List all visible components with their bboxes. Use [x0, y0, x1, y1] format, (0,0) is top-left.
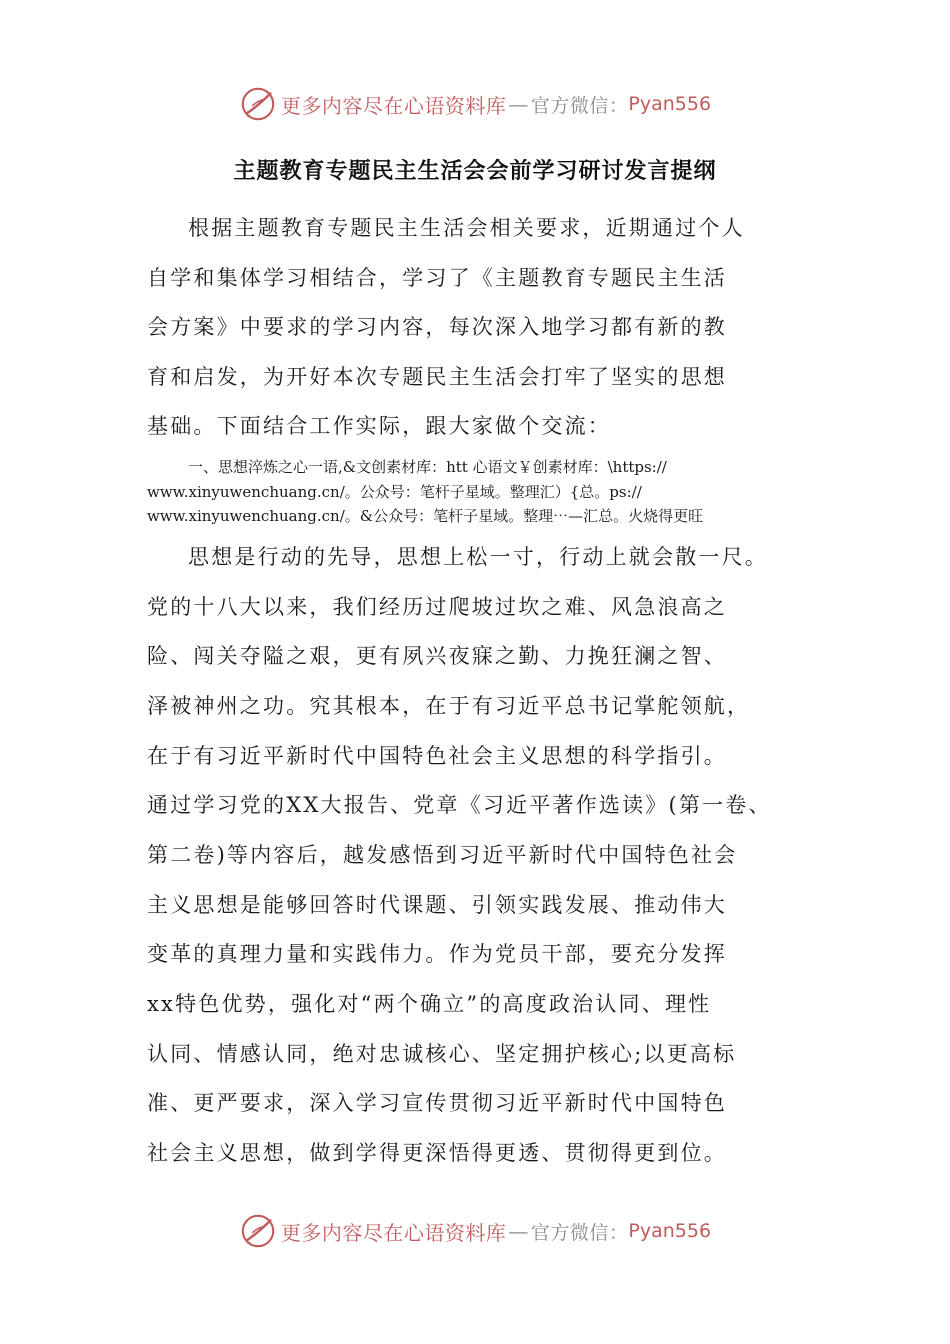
paragraph-line: 泽被神州之功。究其根本，在于有习近平总书记掌舵领航，: [147, 694, 751, 718]
header-banner: [0, 82, 950, 126]
paragraph-line: 认同、情感认同，绝对忠诚核心、坚定拥护核心;以更高标: [147, 1042, 737, 1066]
paragraph-line: 准、更严要求，深入学习宣传贯彻习近平新时代中国特色: [147, 1091, 727, 1115]
banner-main-text: 更多内容尽在心语资料库: [280, 1220, 507, 1245]
pen-logo-icon: [239, 85, 277, 123]
paragraph-line: 自学和集体学习相结合，学习了《主题教育专题民主生活: [147, 266, 727, 290]
paragraph-line: 基础。下面结合工作实际，跟大家做个交流：: [147, 414, 611, 438]
paragraph-line: 育和启发，为开好本次专题民主生活会打牢了坚实的思想: [147, 365, 727, 389]
paragraph-line: 通过学习党的XX大报告、党章《习近平著作选读》(第一卷、: [147, 793, 772, 817]
footer-banner: [0, 1209, 950, 1253]
banner-separator: —: [508, 1219, 529, 1243]
banner-label: 官方微信：: [530, 1221, 629, 1244]
paragraph-line: 主义思想是能够回答时代课题、引领实践发展、推动伟大: [147, 893, 727, 917]
document-title: 主题教育专题民主生活会会前学习研讨发言提纲: [233, 158, 717, 184]
section-heading-line: www.xinyuwenchuang.cn/。公众号：笔杆子星域。整理汇）{总。ps://: [147, 483, 642, 501]
paragraph-line: 社会主义思想，做到学得更深悟得更透、贯彻得更到位。: [147, 1141, 727, 1165]
banner-label: 官方微信：: [530, 94, 629, 117]
paragraph-line: 根据主题教育专题民主生活会相关要求，近期通过个人: [188, 216, 745, 240]
paragraph-line: 险、闯关夺隘之艰，更有夙兴夜寐之勤、力挽狂澜之智、: [147, 644, 727, 668]
paragraph-line: 思想是行动的先导，思想上松一寸，行动上就会散一尺。: [188, 545, 768, 569]
paragraph-line: 会方案》中要求的学习内容，每次深入地学习都有新的教: [147, 315, 727, 339]
paragraph-line: 党的十八大以来，我们经历过爬坡过坎之难、风急浪高之: [147, 595, 727, 619]
paragraph-line: 在于有习近平新时代中国特色社会主义思想的科学指引。: [147, 744, 727, 768]
paragraph-line: xx特色优势，强化对“两个确立”的高度政治认同、理性: [147, 992, 712, 1016]
banner-wechat-id: Pyan556: [628, 93, 712, 115]
pen-logo-icon: [239, 1212, 277, 1250]
section-heading-line: 一、思想淬炼之心一语,&文创素材库：htt 心语文￥创素材库：\https://: [188, 458, 667, 476]
paragraph-line: 变革的真理力量和实践伟力。作为党员干部，要充分发挥: [147, 942, 727, 966]
banner-separator: —: [508, 92, 529, 116]
banner-main-text: 更多内容尽在心语资料库: [280, 93, 507, 118]
paragraph-line: 第二卷)等内容后，越发感悟到习近平新时代中国特色社会: [147, 843, 738, 867]
section-heading-line: www.xinyuwenchuang.cn/。&公众号：笔杆子星域。整理⋯—汇总。火烧得更旺: [147, 507, 704, 525]
banner-wechat-id: Pyan556: [628, 1220, 712, 1242]
